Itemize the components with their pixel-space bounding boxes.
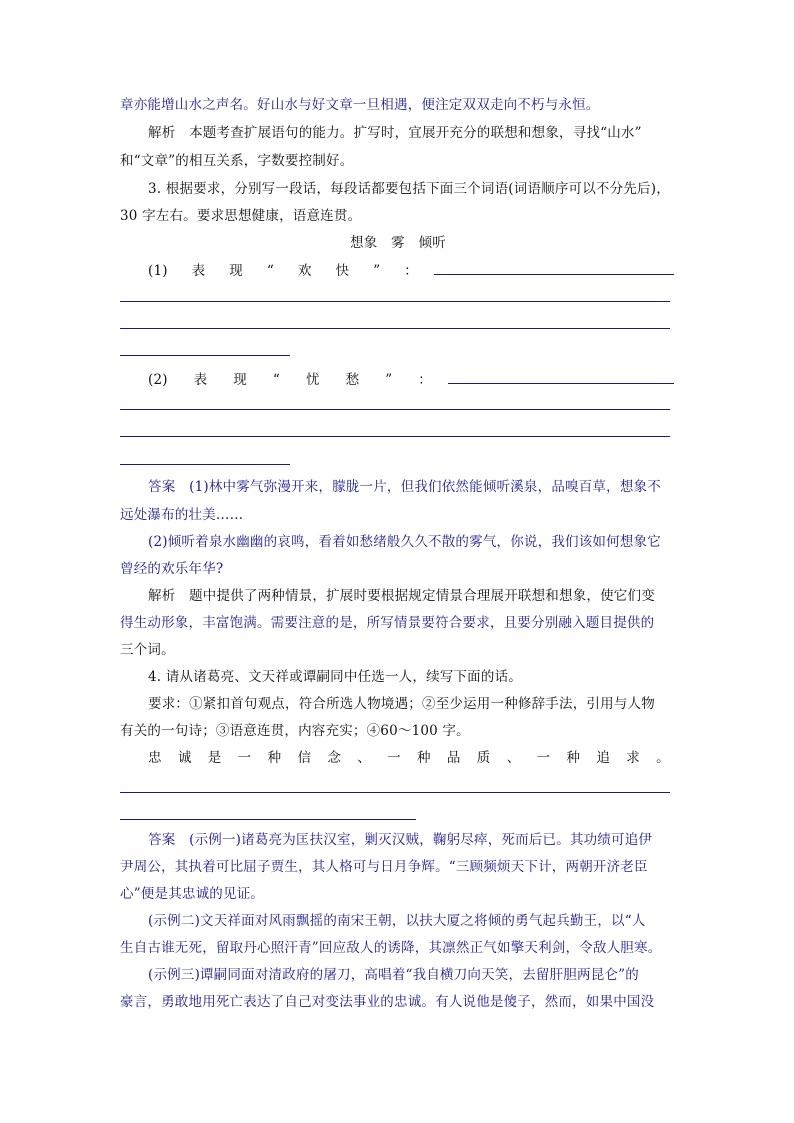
- answer-blank: [120, 355, 290, 356]
- analysis-line: 三个词。: [120, 642, 175, 658]
- answer-blank: [120, 301, 670, 302]
- sentence-char: 种: [267, 750, 282, 766]
- answer-blank: [120, 464, 290, 465]
- prompt-char: 欢: [297, 263, 312, 279]
- answer-blank: [120, 328, 670, 329]
- sentence-char: 信: [297, 750, 312, 766]
- sample-answer-line: 生自古谁无死，留取丹心照汗青”回应敌人的诱降，其凛然正气如擎天利剑，令敌人胆寒。: [120, 940, 662, 956]
- prompt-sorrow: [148, 371, 432, 389]
- sentence-char: 质: [476, 750, 491, 766]
- prompt-joyful: [148, 262, 418, 280]
- analysis-line: 解析 本题考查扩展语句的能力。扩写时，宜展开充分的联想和想象，寻找“山水”: [148, 125, 642, 141]
- answer-line: 远处瀑布的壮美……: [120, 507, 244, 523]
- sentence-char: 、: [506, 750, 521, 766]
- sample-answer-line: 心”便是其忠诚的见证。: [120, 886, 265, 902]
- sentence-char: 、: [357, 750, 371, 766]
- prompt-char: 现: [233, 372, 247, 388]
- prompt-char: 表: [191, 263, 206, 279]
- prompt-char: “: [266, 263, 275, 279]
- answer-blank: [120, 819, 416, 820]
- sample-answer-line: 豪言，勇敢地用死亡表达了自己对变法事业的忠诚。有人说他是傻子，然而，如果中国没: [120, 994, 655, 1010]
- sentence-char: 一: [536, 750, 551, 766]
- answer-blank: [120, 436, 670, 437]
- prompt-char: 现: [229, 263, 243, 279]
- prompt-char: ”: [373, 263, 381, 279]
- answer-blank: [448, 383, 674, 384]
- answer-line: 答案 (1)林中雾气弥漫开来，朦胧一片，但我们依然能倾听溪泉，品嗅百草，想象不: [148, 479, 661, 495]
- prompt-char: 忧: [305, 372, 320, 388]
- prompt-char: “: [272, 372, 281, 388]
- sentence-char: 是: [207, 750, 222, 766]
- sentence-char: 忠: [148, 750, 162, 766]
- sentence-char: 品: [446, 750, 461, 766]
- prompt-char: ”: [385, 372, 393, 388]
- prompt-char: ：: [404, 263, 418, 279]
- sample-answer-line: 尹周公，其执着可比屈子贾生，其人格可与日月争辉。“三顾频烦天下计，两朝开济老臣: [120, 859, 648, 875]
- requirements-line: 有关的一句诗；③语意连贯，内容充实；④60～100 字。: [120, 723, 470, 739]
- question-4: 4. 请从诸葛亮、文天祥或谭嗣同中任选一人，续写下面的话。: [148, 669, 522, 685]
- sample-answer-line: 答案 (示例一)诸葛亮为匡扶汉室，剿灭汉贼，鞠躬尽瘁，死而后已。其功绩可追伊: [148, 832, 653, 848]
- loyalty-sentence: [148, 749, 670, 767]
- answer-blank: [120, 409, 670, 410]
- sentence-char: 。: [656, 750, 670, 766]
- answer-blank: [434, 274, 674, 275]
- prompt-char: (2): [148, 372, 168, 388]
- given-words: 想象 雾 倾听: [350, 235, 446, 251]
- text-line: 和“文章”的相互关系，字数要控制好。: [120, 153, 354, 169]
- requirements-line: 要求：①紧扣首句观点，符合所选人物境遇；②至少运用一种修辞手法，引用与人物: [148, 696, 655, 712]
- prompt-char: (1): [148, 263, 168, 279]
- answer-blank: [120, 792, 670, 793]
- answer-line: (2)倾听着泉水幽幽的哀鸣，看着如愁绪般久久不散的雾气，你说，我们该如何想象它: [148, 534, 661, 550]
- prompt-char: 快: [335, 263, 350, 279]
- sentence-char: 一: [237, 750, 252, 766]
- question-3: 3. 根据要求，分别写一段话，每段话都要包括下面三个词语(词语顺序可以不分先后)，: [148, 181, 670, 197]
- prompt-char: 表: [193, 372, 208, 388]
- question-3-cont: 30 字左右。要求思想健康，语意连贯。: [120, 208, 362, 224]
- sentence-char: 念: [327, 750, 342, 766]
- analysis-line: 解析 题中提供了两种情景，扩展时要根据规定情景合理展开联想和想象，使它们变: [148, 588, 655, 604]
- sample-answer-line: (示例三)谭嗣同面对清政府的屠刀，高唱着“我自横刀向天笑，去留肝胆两昆仑”的: [148, 967, 639, 983]
- analysis-line: 得生动形象，丰富饱满。需要注意的是，所写情景要符合要求，且要分别融入题目提供的: [120, 615, 655, 631]
- sentence-char: 种: [417, 750, 431, 766]
- prompt-char: ：: [418, 372, 432, 388]
- sentence-char: 追: [596, 750, 611, 766]
- sentence-char: 求: [626, 750, 640, 766]
- sample-answer-line: (示例二)文天祥面对风雨飘摇的南宋王朝，以扶大厦之将倾的勇气起兵勤王，以“人: [148, 913, 646, 929]
- sentence-char: 一: [387, 750, 401, 766]
- prompt-char: 愁: [345, 372, 360, 388]
- text-line: 章亦能增山水之声名。好山水与好文章一旦相遇，便注定双双走向不朽与永恒。: [120, 97, 600, 113]
- sentence-char: 种: [566, 750, 581, 766]
- sentence-char: 诚: [177, 750, 192, 766]
- answer-line: 曾经的欢乐年华?: [120, 561, 224, 577]
